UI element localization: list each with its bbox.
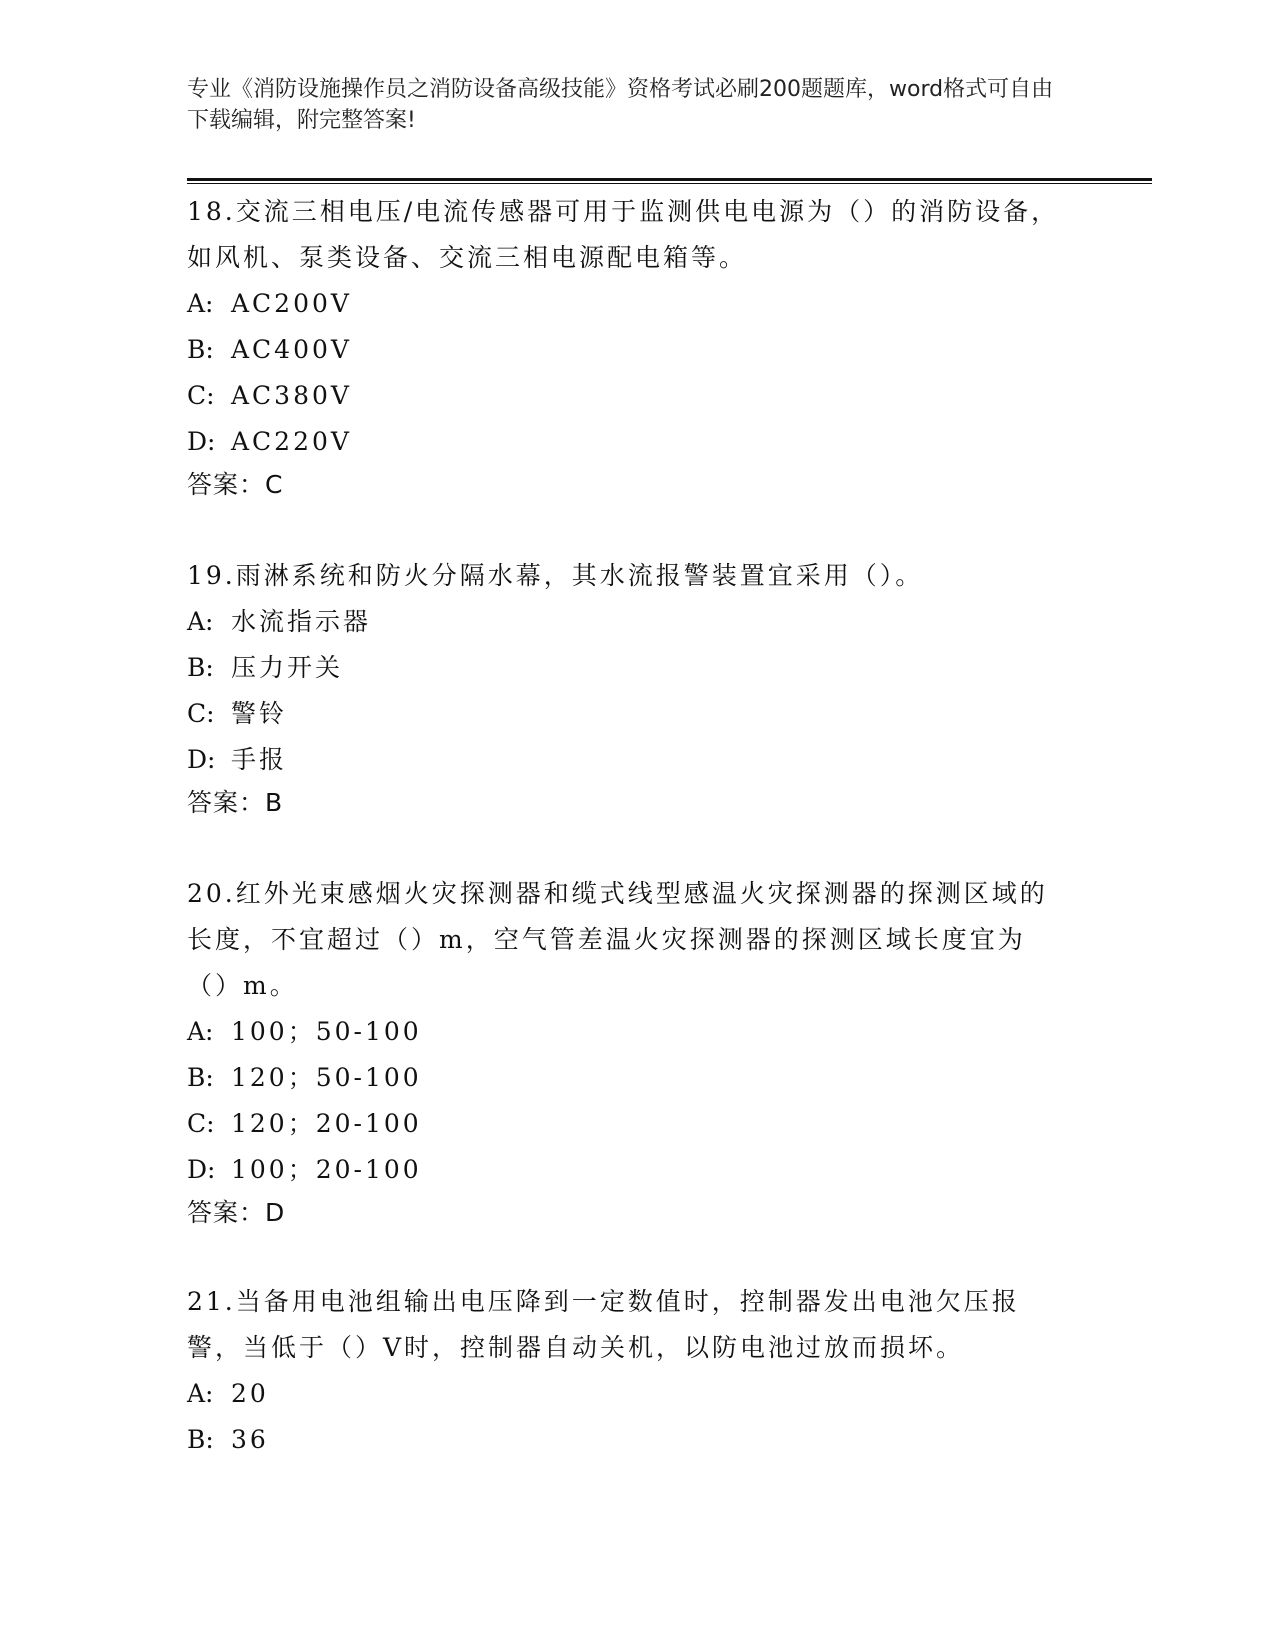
option-text: AC200V — [231, 289, 352, 318]
option-c — [187, 1101, 1067, 1147]
question-19 — [187, 553, 1067, 829]
option-d — [187, 1147, 1067, 1193]
answer: 答案：C — [187, 470, 284, 499]
document-header: 专业《消防设施操作员之消防设备高级技能》资格考试必刷200题题库，word格式可自由下载编辑，附完整答案! — [187, 77, 1054, 133]
answer: 答案：D — [187, 1198, 286, 1227]
option-text: 手报 — [231, 745, 288, 774]
option-b — [187, 1417, 1067, 1463]
option-text: 20 — [231, 1379, 269, 1408]
option-key: B: — [187, 653, 214, 682]
option-text: 水流指示器 — [231, 607, 372, 636]
question-stem: 19.雨淋系统和防火分隔水幕，其水流报警装置宜采用（）。 — [187, 561, 924, 590]
option-text: 100；50-100 — [231, 1017, 422, 1046]
answer: 答案：B — [187, 788, 284, 817]
option-key: A: — [187, 289, 214, 318]
header-rule-thick — [187, 178, 1152, 181]
option-text: 警铃 — [231, 699, 288, 728]
question-stem: 21.当备用电池组输出电压降到一定数值时，控制器发出电池欠压报警，当低于（）V时，控制器自动关机，以防电池过放而损坏。 — [187, 1287, 1020, 1362]
option-key: D: — [187, 427, 216, 456]
option-key: B: — [187, 1063, 214, 1092]
option-c — [187, 373, 1067, 419]
option-a — [187, 281, 1067, 327]
option-key: A: — [187, 607, 214, 636]
question-18 — [187, 189, 1067, 511]
option-a — [187, 1371, 1067, 1417]
option-key: A: — [187, 1379, 214, 1408]
option-d — [187, 737, 1067, 783]
option-key: B: — [187, 1425, 214, 1454]
option-key: C: — [187, 699, 215, 728]
option-text: 100；20-100 — [231, 1155, 422, 1184]
option-text: AC400V — [231, 335, 352, 364]
option-d — [187, 419, 1067, 465]
option-text: 36 — [231, 1425, 269, 1454]
option-key: B: — [187, 335, 214, 364]
option-key: D: — [187, 745, 216, 774]
question-21 — [187, 1279, 1067, 1463]
option-text: 压力开关 — [231, 653, 344, 682]
option-key: C: — [187, 1109, 215, 1138]
question-20 — [187, 871, 1067, 1239]
option-text: AC220V — [231, 427, 352, 456]
option-a — [187, 1009, 1067, 1055]
option-key: C: — [187, 381, 215, 410]
option-b — [187, 645, 1067, 691]
option-b — [187, 1055, 1067, 1101]
option-text: AC380V — [231, 381, 352, 410]
option-b — [187, 327, 1067, 373]
question-stem: 18.交流三相电压/电流传感器可用于监测供电电源为（）的消防设备，如风机、泵类设备、交流三相电源配电箱等。 — [187, 197, 1060, 272]
option-text: 120；20-100 — [231, 1109, 422, 1138]
question-stem: 20.红外光束感烟火灾探测器和缆式线型感温火灾探测器的探测区域的长度，不宜超过（）m，空气管差温火灾探测器的探测区域长度宜为（）m。 — [187, 879, 1048, 1000]
header-rule-thin — [187, 183, 1152, 184]
option-key: D: — [187, 1155, 216, 1184]
option-a — [187, 599, 1067, 645]
option-text: 120；50-100 — [231, 1063, 422, 1092]
option-key: A: — [187, 1017, 214, 1046]
option-c — [187, 691, 1067, 737]
